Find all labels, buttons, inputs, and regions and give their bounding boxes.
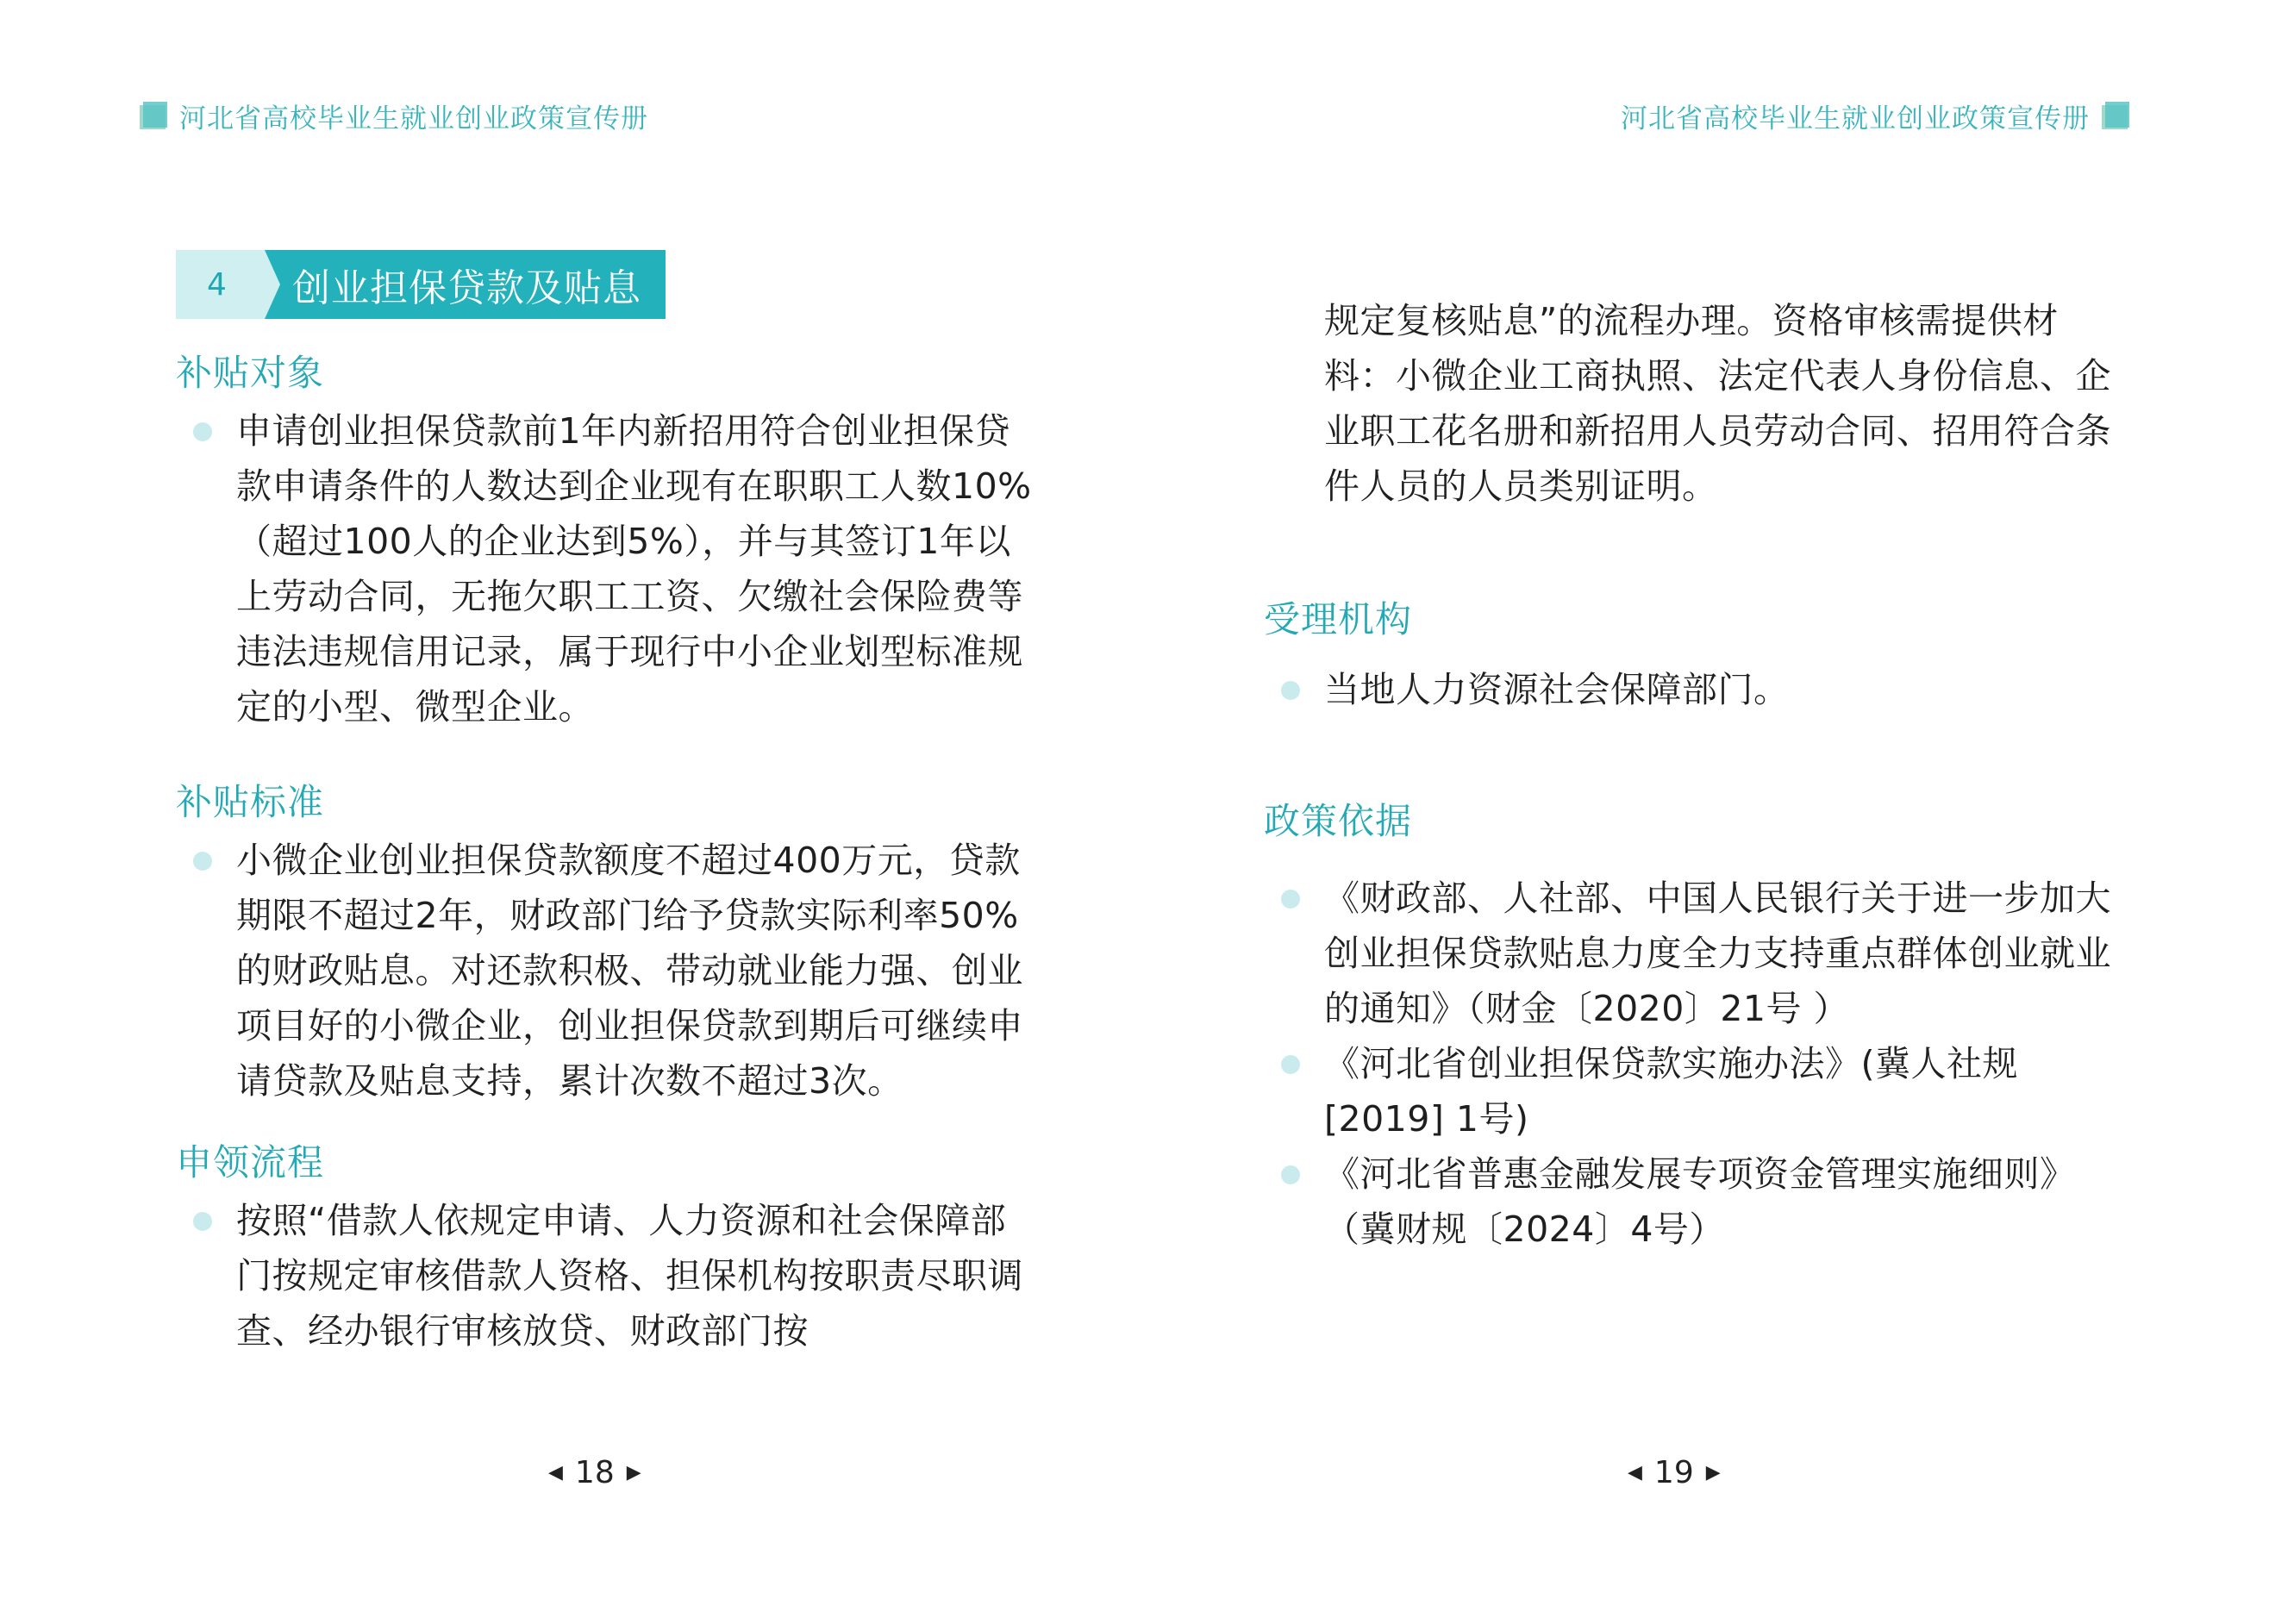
header-square-icon — [2100, 102, 2131, 131]
application-process-heading: 申领流程 — [176, 1141, 325, 1184]
list-item — [1264, 871, 2126, 1036]
triangle-right-icon: ▶ — [1705, 1462, 1721, 1483]
list-item-text: 《河北省普惠金融发展专项资金管理实施细则》（冀财规〔2024〕4号） — [1324, 1153, 2076, 1250]
list-item — [1264, 1036, 2126, 1146]
list-item-text: 《河北省创业担保贷款实施办法》(冀人社规[2019] 1号) — [1324, 1043, 2018, 1140]
triangle-left-icon: ◀ — [548, 1462, 563, 1483]
section-title: 创业担保贷款及贴息 — [280, 250, 666, 319]
policy-basis-list — [1264, 871, 2126, 1257]
list-item — [1264, 662, 2126, 717]
bullet-dot-icon — [193, 852, 212, 871]
subsidy-target-heading: 补贴对象 — [176, 352, 325, 394]
handling-agency-list — [1264, 662, 2126, 717]
handling-agency-heading: 受理机构 — [1264, 598, 1413, 640]
right-page-content — [1264, 293, 2126, 1257]
list-item-text: 《财政部、人社部、中国人民银行关于进一步加大创业担保贷款贴息力度全力支持重点群体创业就业的通知》（财金〔2020〕21号 ） — [1324, 878, 2111, 1029]
page-number-text: 19 — [1653, 1455, 1694, 1490]
list-item — [1264, 1146, 2126, 1257]
triangle-right-icon: ▶ — [626, 1462, 641, 1483]
continued-paragraph: 规定复核贴息”的流程办理。资格审核需提供材料：小微企业工商执照、法定代表人身份信息、企业职工花名册和新招用人员劳动合同、招用符合条件人员的人员类别证明。 — [1324, 300, 2111, 507]
list-item — [176, 403, 1038, 734]
bullet-dot-icon — [1281, 681, 1300, 700]
header-square-icon — [138, 102, 169, 131]
bullet-dot-icon — [1281, 1165, 1300, 1184]
section-number: 4 — [176, 250, 265, 319]
left-page-content — [176, 345, 1038, 1359]
running-header-right — [1621, 97, 2131, 135]
triangle-left-icon: ◀ — [1628, 1462, 1642, 1483]
list-item-text: 当地人力资源社会保障部门。 — [1324, 669, 1790, 710]
bullet-dot-icon — [193, 1212, 212, 1231]
subsidy-standard-heading: 补贴标准 — [176, 781, 325, 823]
header-title-left: 河北省高校毕业生就业创业政策宣传册 — [179, 103, 648, 134]
list-item-text: 小微企业创业担保贷款额度不超过400万元，贷款期限不超过2年，财政部门给予贷款实际利率50%的财政贴息。对还款积极、带动就业能力强、创业项目好的小微企业，创业担保贷款到期后可继续申请贷款及贴息支持，累计次数不超过3次。 — [236, 840, 1023, 1102]
section-badge — [176, 250, 666, 319]
application-process-list — [176, 1193, 1038, 1359]
list-item — [176, 1193, 1038, 1359]
subsidy-standard-list — [176, 833, 1038, 1109]
bullet-dot-icon — [1281, 890, 1300, 909]
policy-basis-heading: 政策依据 — [1264, 800, 1413, 842]
header-title-right: 河北省高校毕业生就业创业政策宣传册 — [1621, 103, 2090, 134]
bullet-dot-icon — [1281, 1055, 1300, 1074]
bullet-dot-icon — [193, 422, 212, 441]
chevron-right-icon — [265, 250, 280, 319]
page-number-text: 18 — [574, 1455, 615, 1490]
page-number-left — [548, 1455, 641, 1490]
page-number-right — [1628, 1455, 1721, 1490]
list-item-text: 申请创业担保贷款前1年内新招用符合创业担保贷款申请条件的人数达到企业现有在职职工人数10% （超过100人的企业达到5%），并与其签订1年以上劳动合同，无拖欠职工工资、欠缴社会保险费等违法违规信用记录，属于现行中小企业划型标准规定的小型、微型企业。 — [236, 410, 1032, 728]
list-item-text: 按照“借款人依规定申请、人力资源和社会保障部门按规定审核借款人资格、担保机构按职责尽职调查、经办银行审核放贷、财政部门按 — [236, 1200, 1023, 1352]
list-item — [176, 833, 1038, 1109]
subsidy-target-list — [176, 403, 1038, 734]
running-header-left — [138, 97, 648, 135]
